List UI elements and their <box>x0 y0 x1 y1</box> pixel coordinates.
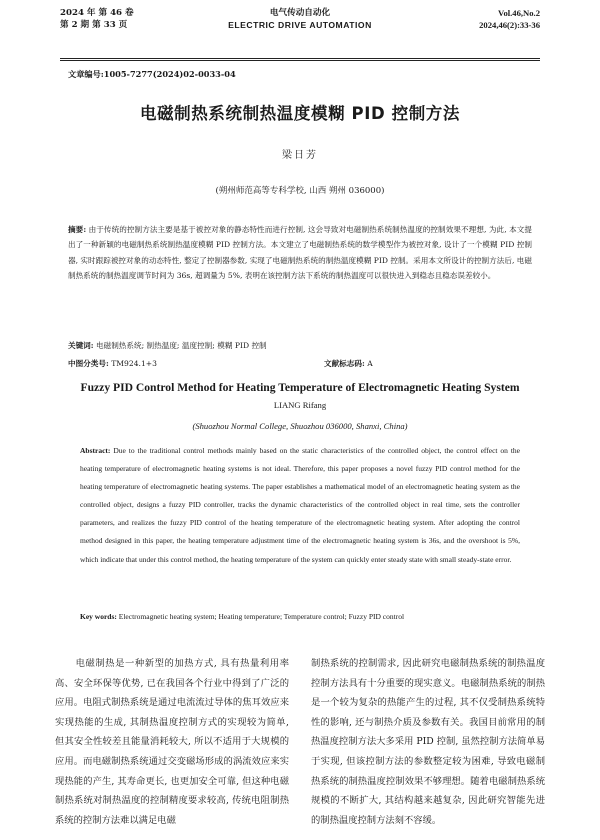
title-en: Fuzzy PID Control Method for Heating Temperature of Electromagnetic Heating System <box>80 381 520 394</box>
abstract-en <box>80 442 520 569</box>
header-rule <box>60 58 540 59</box>
journal-name-cn: 电气传动自动化 <box>269 8 331 18</box>
journal-name-en: ELECTRIC DRIVE AUTOMATION <box>228 20 372 30</box>
header-issue: 第 2 期 第 33 页 <box>60 20 128 30</box>
keywords-cn-text: 电磁制热系统; 制热温度; 温度控制; 模糊 PID 控制 <box>96 341 267 350</box>
title-cn: 电磁制热系统制热温度模糊 PID 控制方法 <box>139 104 461 123</box>
abstract-cn <box>68 222 532 284</box>
abstract-cn-label: 摘要: <box>68 225 87 234</box>
abstract-cn-text: 由于传统的控制方法主要是基于被控对象的静态特性而进行控制, 这会导致对电磁制热系统制热温度的控制效果不理想, 为此, 本文提出了一种新颖的电磁制热系统制热温度模糊 PID 控制方法。本文建立了电磁制热系统的数学模型作为被控对象, 设计了一个模糊 PID 控制器, 实时跟踪被控对象的动态特性, 整定了控制器参数, 实现了电磁制热系统的制热温度模糊 PID 控制。采用本文所设计的控制方法后, 电磁制热系统的制热温度调节时间为 36s, 超调量为 5%, 表明在该控制方法下系统的制热温度可以很快进入到稳态且稳态误差较小。 <box>68 225 532 281</box>
doc-code-label: 文献标志码: <box>324 359 365 368</box>
affiliation-cn: (朔州师范高等专科学校, 山西 朔州 036000) <box>215 186 385 196</box>
abstract-en-label: Abstract: <box>80 446 111 455</box>
body-right-text: 制热系统的控制需求, 因此研究电磁制热系统的制热温度控制方法具有十分重要的现实意义。电磁制热系统的制热是一个较为复杂的热能产生的过程, 其不仅受制热系统特性的影响, 还与制热介质及参数有关。我国目前常用的制热温度控制方法大多采用 PID 控制, 虽然控制方法简单易于实现, 但该控制方法的参数整定较为困难, 导致电磁制热系统的制热温度控制效果不够理想。随着电磁制热系统规模的不断扩大, 其结构越来越复杂, 因此研究智能先进的制热温度控制方法刻不容缓。 <box>311 658 545 826</box>
header-citation <box>479 7 540 31</box>
doc-code <box>324 358 373 370</box>
body-left-text: 电磁制热是一种新型的加热方式, 具有热量利用率高、安全环保等优势, 已在我国各个行业中得到了广泛的应用。电阻式制热系统是通过电流流过导体的焦耳效应来实现热能的生成, 其制热温度控制方式的实现较为简单, 但其安全性较差且能量消耗较大, 所以不适用于大规模的应用。而电磁制热系统通过交变磁场形成的涡流效应来实现热能的产生, 其寿命更长, 也更加安全可靠, 但这种电磁制热系统对制热温度的控制精度要求较高, 传统电阻制热系统的控制方法难以满足电磁 <box>55 658 289 826</box>
header-pages: 2024,46(2):33-36 <box>479 20 540 30</box>
body-column-left <box>55 654 289 830</box>
keywords-en-label: Key words: <box>80 612 117 621</box>
header-journal <box>60 7 540 31</box>
doc-code-value: A <box>367 359 373 368</box>
keywords-en <box>80 611 520 623</box>
author-en: LIANG Rifang <box>273 400 327 410</box>
header-volume: 2024 年 第 46 卷 <box>60 8 134 18</box>
classification-cn <box>68 358 532 370</box>
running-header <box>60 7 540 55</box>
clc-label: 中图分类号: <box>68 359 109 368</box>
header-vol-no: Vol.46,No.2 <box>498 8 540 18</box>
keywords-cn <box>68 340 532 352</box>
body-column-right <box>311 654 545 830</box>
keywords-cn-label: 关键词: <box>68 341 94 350</box>
author-cn: 梁日芳 <box>282 150 318 161</box>
article-number: 文章编号:1005-7277(2024)02-0033-04 <box>68 69 236 79</box>
abstract-en-text: Due to the traditional control methods mainly based on the static characteristics of the controlled object, the control effect on the heating temperature of electromagnetic heating systems is not ideal. Therefore, this paper proposes a novel fuzzy PID control method for the heating temperature of electromagnetic heating systems. The paper establishes a mathematical model of an electromagnetic heating system as the controlled object, designs a fuzzy PID controller, tracks the dynamic characteristics of the controlled object in real time, sets the controller parameters, and realizes the fuzzy PID control of the heating temperature of the electromagnetic heating system. After adopting the control method designed in this paper, the heating temperature adjustment time of the electromagnetic heating system is 36s, and the overshoot is 5%, which indicate that under this control method, the heating temperature of the system can quickly enter steady state with small steady-state error. <box>80 446 520 564</box>
affiliation-en: (Shuozhou Normal College, Shuozhou 036000, Shanxi, China) <box>192 421 408 431</box>
clc-value: TM924.1+3 <box>111 359 157 368</box>
keywords-en-text: Electromagnetic heating system; Heating temperature; Temperature control; Fuzzy PID control <box>118 612 405 621</box>
header-rule-thin <box>60 60 540 61</box>
